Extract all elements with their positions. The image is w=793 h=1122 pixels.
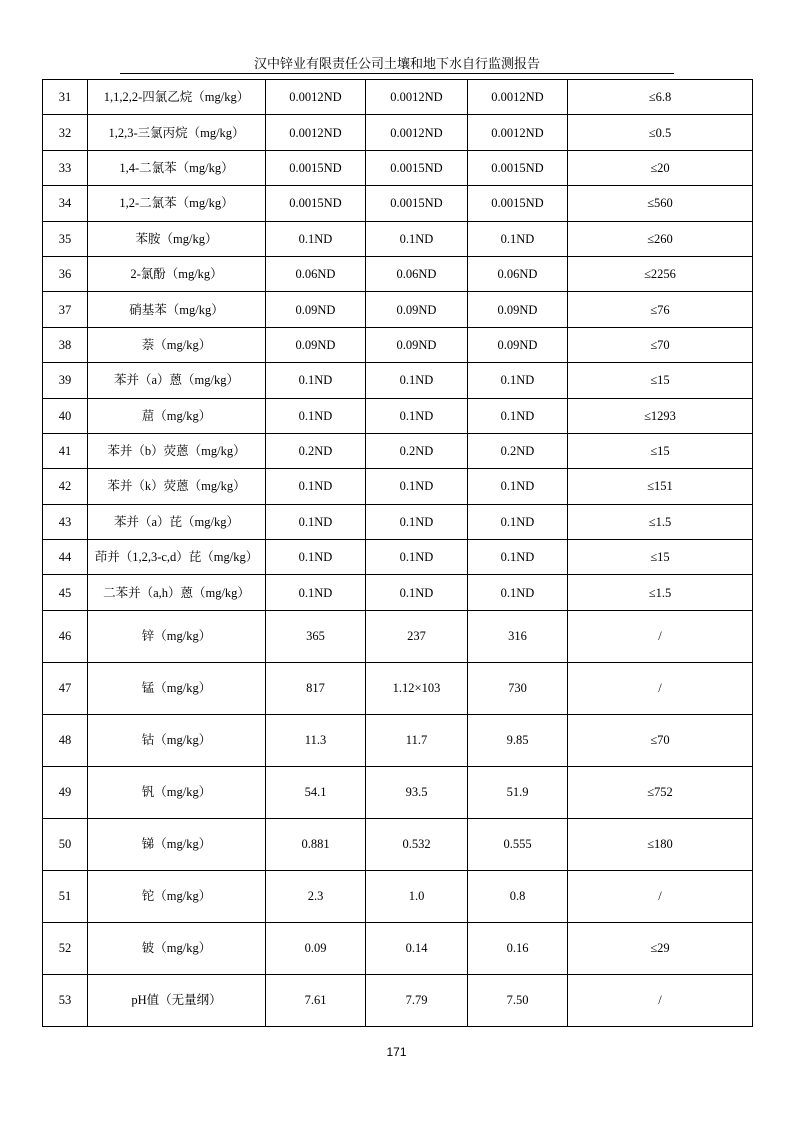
sample-3-value-cell: 0.1ND [468, 363, 568, 398]
sample-3-value-cell: 0.0012ND [468, 80, 568, 115]
monitoring-results-table [42, 79, 753, 1027]
table-row [43, 186, 753, 221]
row-number-cell: 42 [43, 469, 88, 504]
table-body [43, 80, 753, 1027]
screening-limit-cell: ≤752 [568, 766, 753, 818]
row-number-cell: 35 [43, 221, 88, 256]
indicator-name-cell: pH值（无量纲） [88, 974, 266, 1026]
row-number-cell: 40 [43, 398, 88, 433]
sample-3-value-cell: 0.06ND [468, 256, 568, 291]
table-row [43, 469, 753, 504]
sample-3-value-cell: 7.50 [468, 974, 568, 1026]
screening-limit-cell: ≤29 [568, 922, 753, 974]
screening-limit-cell: / [568, 870, 753, 922]
row-number-cell: 50 [43, 818, 88, 870]
sample-1-value-cell: 0.09 [266, 922, 366, 974]
table-row [43, 327, 753, 362]
row-number-cell: 39 [43, 363, 88, 398]
sample-1-value-cell: 0.1ND [266, 221, 366, 256]
table-row [43, 150, 753, 185]
sample-1-value-cell: 54.1 [266, 766, 366, 818]
sample-1-value-cell: 0.881 [266, 818, 366, 870]
sample-3-value-cell: 0.0015ND [468, 186, 568, 221]
sample-2-value-cell: 0.14 [366, 922, 468, 974]
indicator-name-cell: 茚并（1,2,3-c,d）芘（mg/kg） [88, 540, 266, 575]
sample-2-value-cell: 0.1ND [366, 398, 468, 433]
header-divider [120, 73, 674, 74]
screening-limit-cell: ≤180 [568, 818, 753, 870]
indicator-name-cell: 二苯并（a,h）蒽（mg/kg） [88, 575, 266, 610]
sample-2-value-cell: 0.1ND [366, 469, 468, 504]
table-row [43, 363, 753, 398]
indicator-name-cell: 铊（mg/kg） [88, 870, 266, 922]
row-number-cell: 34 [43, 186, 88, 221]
sample-3-value-cell: 0.1ND [468, 575, 568, 610]
sample-3-value-cell: 0.0012ND [468, 115, 568, 150]
screening-limit-cell: ≤1.5 [568, 575, 753, 610]
sample-3-value-cell: 0.1ND [468, 540, 568, 575]
sample-1-value-cell: 0.09ND [266, 292, 366, 327]
indicator-name-cell: 2-氯酚（mg/kg） [88, 256, 266, 291]
sample-1-value-cell: 2.3 [266, 870, 366, 922]
sample-2-value-cell: 0.06ND [366, 256, 468, 291]
indicator-name-cell: 苯并（b）荧蒽（mg/kg） [88, 433, 266, 468]
sample-2-value-cell: 93.5 [366, 766, 468, 818]
sample-1-value-cell: 7.61 [266, 974, 366, 1026]
screening-limit-cell: ≤70 [568, 714, 753, 766]
indicator-name-cell: 1,4-二氯苯（mg/kg） [88, 150, 266, 185]
table-row [43, 292, 753, 327]
screening-limit-cell: ≤0.5 [568, 115, 753, 150]
sample-2-value-cell: 0.1ND [366, 221, 468, 256]
sample-2-value-cell: 1.12×103 [366, 662, 468, 714]
screening-limit-cell: / [568, 662, 753, 714]
sample-2-value-cell: 237 [366, 610, 468, 662]
indicator-name-cell: 锰（mg/kg） [88, 662, 266, 714]
table-row [43, 575, 753, 610]
sample-2-value-cell: 0.09ND [366, 292, 468, 327]
row-number-cell: 46 [43, 610, 88, 662]
sample-3-value-cell: 730 [468, 662, 568, 714]
table-row [43, 433, 753, 468]
sample-2-value-cell: 0.0012ND [366, 115, 468, 150]
sample-3-value-cell: 9.85 [468, 714, 568, 766]
screening-limit-cell: ≤2256 [568, 256, 753, 291]
sample-3-value-cell: 0.09ND [468, 327, 568, 362]
indicator-name-cell: 苯并（k）荧蒽（mg/kg） [88, 469, 266, 504]
table-row [43, 974, 753, 1026]
indicator-name-cell: 钒（mg/kg） [88, 766, 266, 818]
screening-limit-cell: ≤260 [568, 221, 753, 256]
sample-2-value-cell: 0.2ND [366, 433, 468, 468]
row-number-cell: 45 [43, 575, 88, 610]
sample-2-value-cell: 0.1ND [366, 540, 468, 575]
screening-limit-cell: ≤151 [568, 469, 753, 504]
sample-3-value-cell: 0.16 [468, 922, 568, 974]
sample-2-value-cell: 0.1ND [366, 575, 468, 610]
sample-3-value-cell: 0.09ND [468, 292, 568, 327]
sample-1-value-cell: 0.0015ND [266, 186, 366, 221]
sample-3-value-cell: 316 [468, 610, 568, 662]
sample-1-value-cell: 0.1ND [266, 504, 366, 539]
row-number-cell: 33 [43, 150, 88, 185]
screening-limit-cell: ≤15 [568, 433, 753, 468]
table-row [43, 115, 753, 150]
table-row [43, 922, 753, 974]
table-row [43, 398, 753, 433]
row-number-cell: 37 [43, 292, 88, 327]
sample-2-value-cell: 0.0015ND [366, 150, 468, 185]
sample-1-value-cell: 0.06ND [266, 256, 366, 291]
sample-2-value-cell: 0.0015ND [366, 186, 468, 221]
indicator-name-cell: 苯并（a）蒽（mg/kg） [88, 363, 266, 398]
screening-limit-cell: / [568, 610, 753, 662]
sample-2-value-cell: 7.79 [366, 974, 468, 1026]
sample-3-value-cell: 0.1ND [468, 221, 568, 256]
indicator-name-cell: 苯并（a）芘（mg/kg） [88, 504, 266, 539]
sample-3-value-cell: 0.2ND [468, 433, 568, 468]
screening-limit-cell: ≤6.8 [568, 80, 753, 115]
sample-3-value-cell: 51.9 [468, 766, 568, 818]
sample-2-value-cell: 1.0 [366, 870, 468, 922]
indicator-name-cell: 1,1,2,2-四氯乙烷（mg/kg） [88, 80, 266, 115]
row-number-cell: 49 [43, 766, 88, 818]
row-number-cell: 52 [43, 922, 88, 974]
sample-2-value-cell: 11.7 [366, 714, 468, 766]
table-row [43, 818, 753, 870]
row-number-cell: 48 [43, 714, 88, 766]
sample-1-value-cell: 0.0012ND [266, 115, 366, 150]
sample-2-value-cell: 0.09ND [366, 327, 468, 362]
sample-3-value-cell: 0.8 [468, 870, 568, 922]
screening-limit-cell: ≤560 [568, 186, 753, 221]
sample-2-value-cell: 0.0012ND [366, 80, 468, 115]
row-number-cell: 32 [43, 115, 88, 150]
table-row [43, 221, 753, 256]
sample-2-value-cell: 0.1ND [366, 504, 468, 539]
row-number-cell: 38 [43, 327, 88, 362]
indicator-name-cell: 硝基苯（mg/kg） [88, 292, 266, 327]
screening-limit-cell: / [568, 974, 753, 1026]
screening-limit-cell: ≤1293 [568, 398, 753, 433]
sample-1-value-cell: 0.0015ND [266, 150, 366, 185]
sample-1-value-cell: 0.1ND [266, 398, 366, 433]
indicator-name-cell: 铍（mg/kg） [88, 922, 266, 974]
screening-limit-cell: ≤76 [568, 292, 753, 327]
table-row [43, 766, 753, 818]
row-number-cell: 41 [43, 433, 88, 468]
screening-limit-cell: ≤15 [568, 540, 753, 575]
table-row [43, 540, 753, 575]
indicator-name-cell: 苯胺（mg/kg） [88, 221, 266, 256]
sample-3-value-cell: 0.1ND [468, 504, 568, 539]
sample-1-value-cell: 0.1ND [266, 575, 366, 610]
screening-limit-cell: ≤70 [568, 327, 753, 362]
sample-1-value-cell: 0.1ND [266, 540, 366, 575]
row-number-cell: 43 [43, 504, 88, 539]
screening-limit-cell: ≤15 [568, 363, 753, 398]
table-row [43, 662, 753, 714]
screening-limit-cell: ≤20 [568, 150, 753, 185]
sample-1-value-cell: 817 [266, 662, 366, 714]
indicator-name-cell: 锌（mg/kg） [88, 610, 266, 662]
row-number-cell: 53 [43, 974, 88, 1026]
indicator-name-cell: 萘（mg/kg） [88, 327, 266, 362]
sample-2-value-cell: 0.1ND [366, 363, 468, 398]
indicator-name-cell: 锑（mg/kg） [88, 818, 266, 870]
table-row [43, 870, 753, 922]
indicator-name-cell: 钴（mg/kg） [88, 714, 266, 766]
row-number-cell: 51 [43, 870, 88, 922]
indicator-name-cell: 䓛（mg/kg） [88, 398, 266, 433]
sample-1-value-cell: 0.1ND [266, 363, 366, 398]
sample-1-value-cell: 0.0012ND [266, 80, 366, 115]
screening-limit-cell: ≤1.5 [568, 504, 753, 539]
row-number-cell: 44 [43, 540, 88, 575]
sample-3-value-cell: 0.1ND [468, 398, 568, 433]
sample-1-value-cell: 365 [266, 610, 366, 662]
indicator-name-cell: 1,2-二氯苯（mg/kg） [88, 186, 266, 221]
table-row [43, 80, 753, 115]
table-row [43, 610, 753, 662]
sample-1-value-cell: 0.09ND [266, 327, 366, 362]
sample-3-value-cell: 0.0015ND [468, 150, 568, 185]
sample-1-value-cell: 0.2ND [266, 433, 366, 468]
row-number-cell: 36 [43, 256, 88, 291]
sample-1-value-cell: 11.3 [266, 714, 366, 766]
row-number-cell: 31 [43, 80, 88, 115]
page-number: 171 [386, 1045, 407, 1059]
report-header-title: 汉中锌业有限责任公司土壤和地下水自行监测报告 [253, 56, 540, 71]
table-row [43, 714, 753, 766]
sample-3-value-cell: 0.555 [468, 818, 568, 870]
sample-1-value-cell: 0.1ND [266, 469, 366, 504]
sample-2-value-cell: 0.532 [366, 818, 468, 870]
sample-3-value-cell: 0.1ND [468, 469, 568, 504]
table-row [43, 504, 753, 539]
table-row [43, 256, 753, 291]
indicator-name-cell: 1,2,3-三氯丙烷（mg/kg） [88, 115, 266, 150]
row-number-cell: 47 [43, 662, 88, 714]
